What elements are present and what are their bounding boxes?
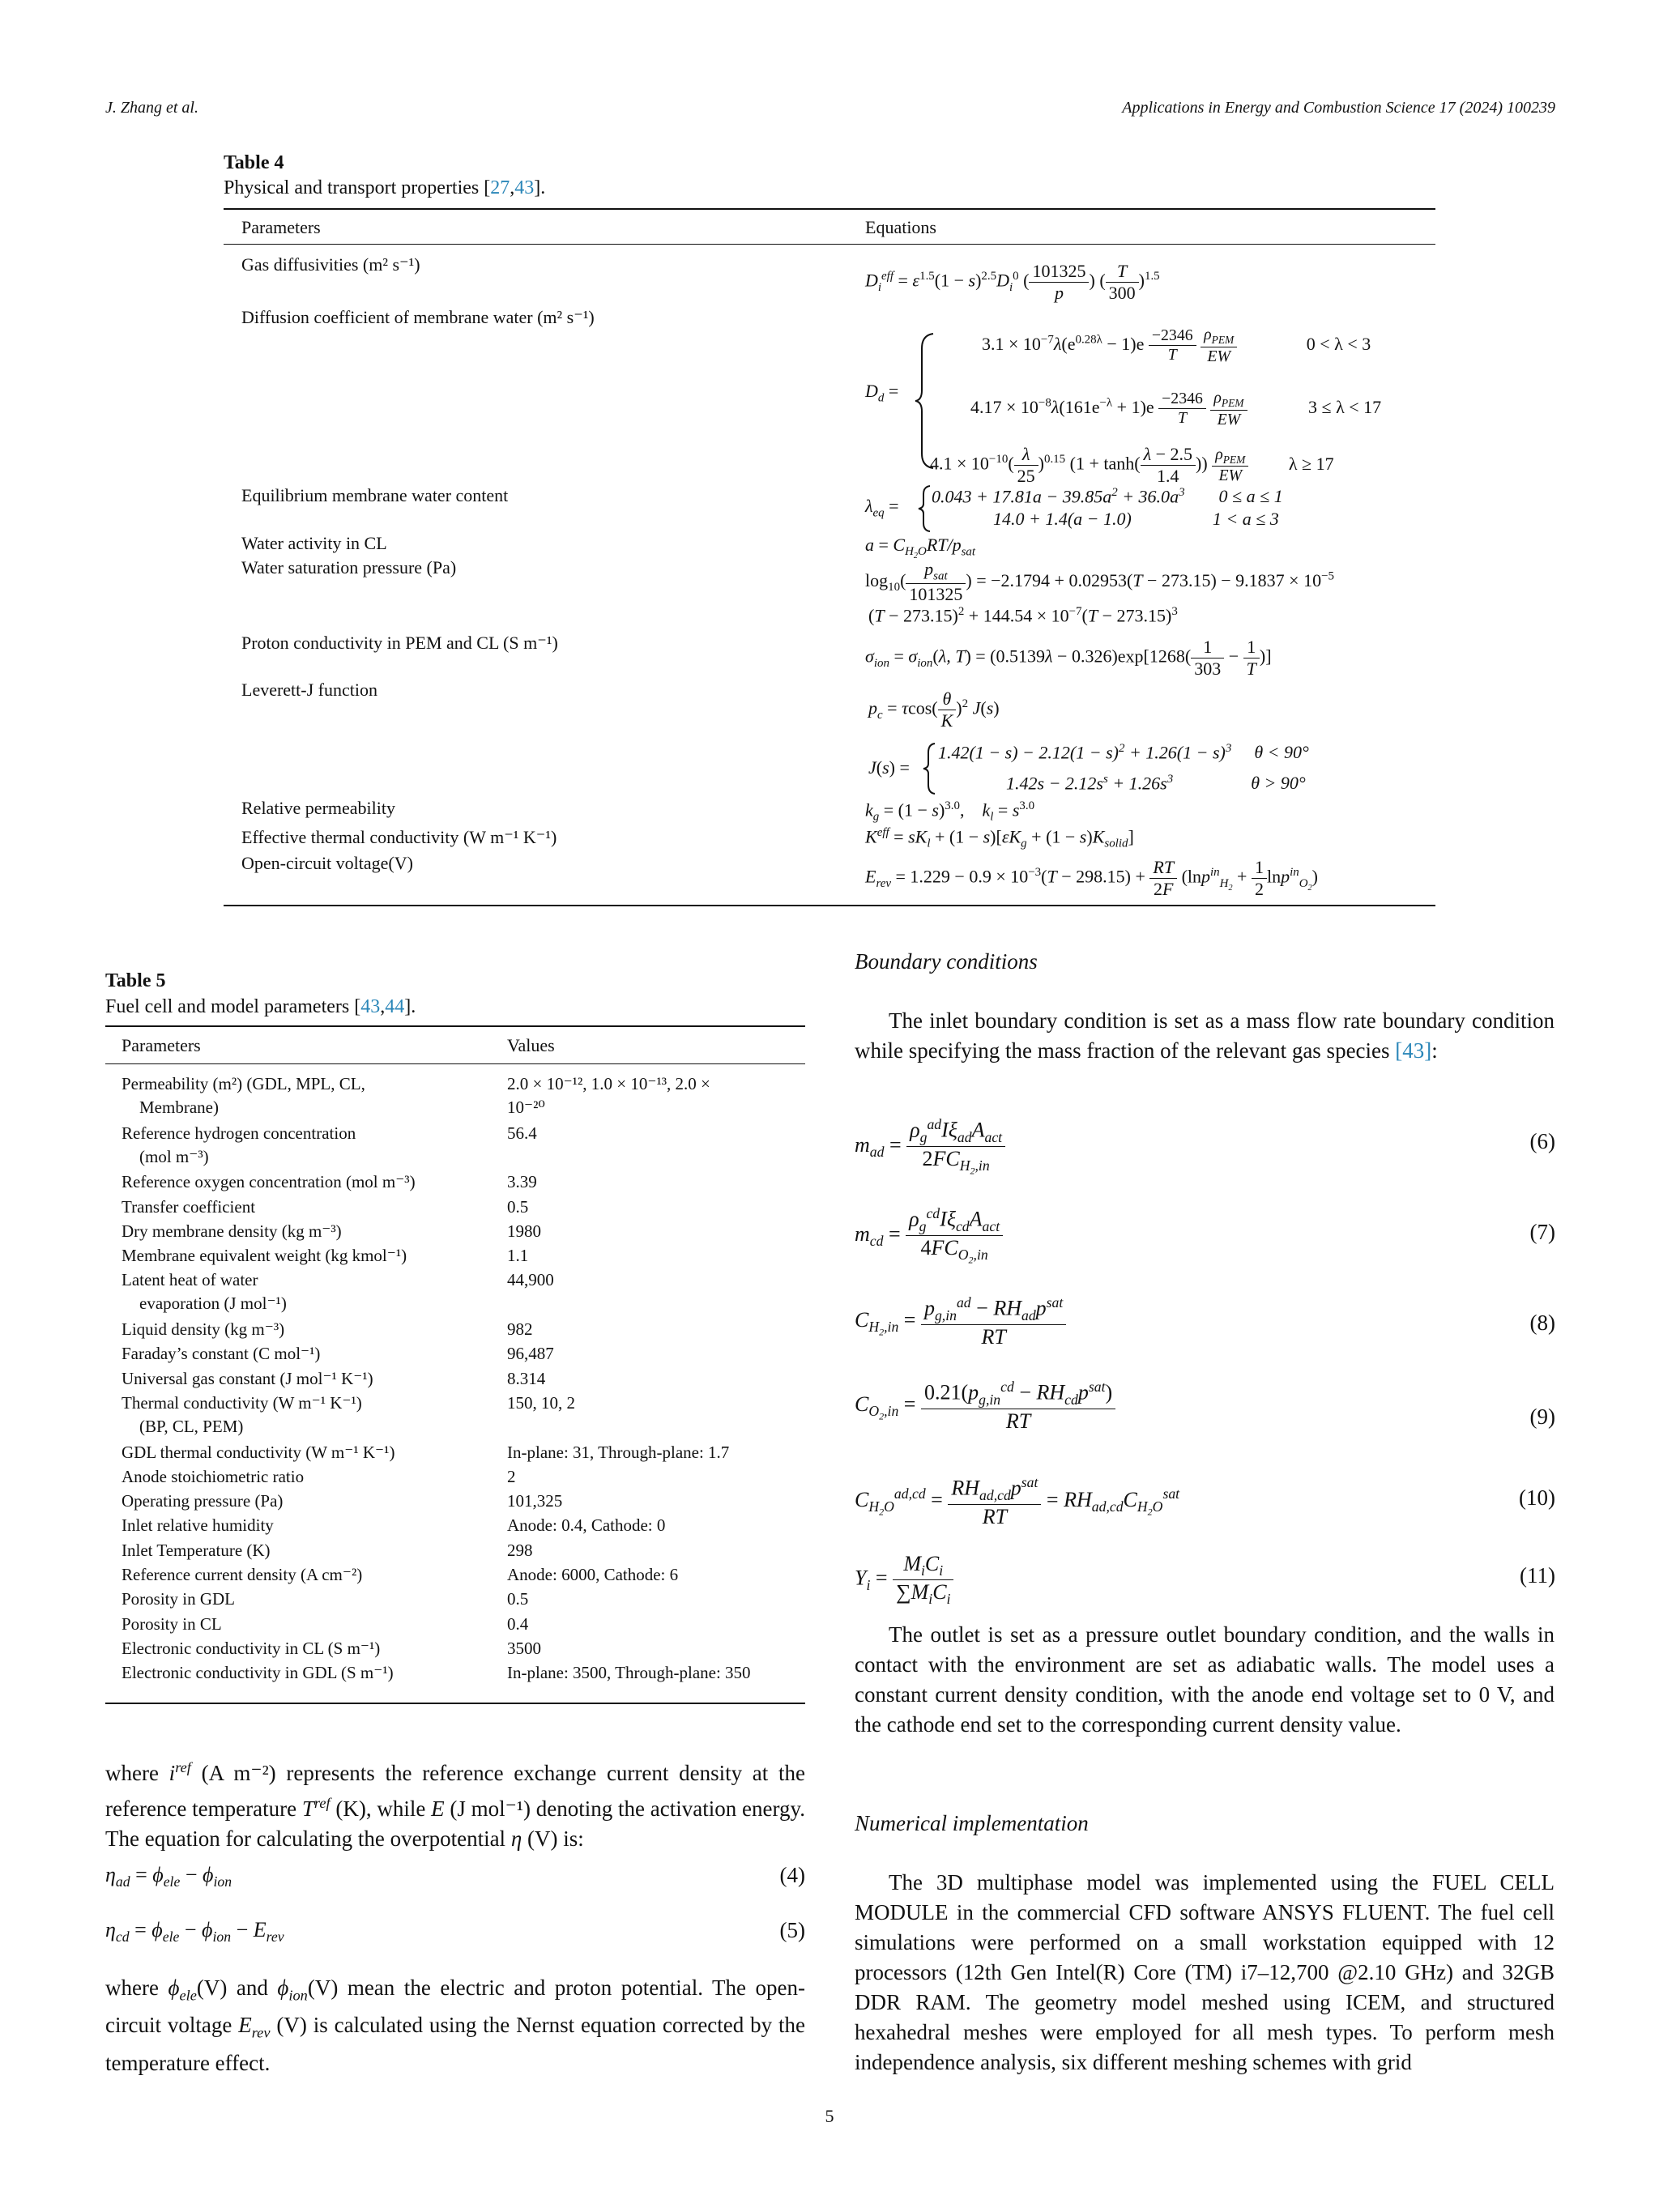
- equation-number: (6): [1529, 1129, 1555, 1153]
- table4-header-rule: [224, 244, 1435, 245]
- table5-param-text: Transfer coefficient: [122, 1196, 256, 1217]
- equation-7-cathode-mass-flow: $m_{cd}$ = $\frac{\rho_g^{cd}I\xi_{cd}A_{act}}{4FC_{O_2,in}}$: [855, 1205, 1003, 1267]
- table5-title: Table 5: [105, 970, 166, 991]
- table5-value-text: 298: [507, 1540, 533, 1560]
- table5-value-text-cont: 10⁻²⁰: [507, 1097, 545, 1117]
- table5-param-text: Faraday’s constant (C mol⁻¹): [122, 1344, 321, 1364]
- table5-param-text: Operating pressure (Pa): [122, 1491, 284, 1511]
- table5-value-text: 3.39: [507, 1172, 537, 1192]
- table5-value-cell: [507, 1072, 807, 1119]
- equation-10-water-concentration: $C_{H_2O}^{ad,cd}$ = $\frac{RH_{ad,cd}p^{sat}}{RT}$ = $RH_{ad,cd}C_{H_2O}^{sat}$: [855, 1474, 1180, 1528]
- equation-number: (8): [1529, 1311, 1555, 1335]
- table5-value-text: 44,900: [507, 1270, 554, 1290]
- equation-dd-case3: $4.1 \times 10^{-10}$( $\frac{\lambda}{25}$ )$^{0.15}$ (1 + tanh( $\frac{\lambda - 2.5}{1.4}$ )) $\frac{\rho_{PEM}}{EW}$ λ ≥ 17: [930, 444, 1334, 486]
- equation-capillary-pressure: $p_c = \tau\cos$( $\frac{\theta}{K}$ )$^2$ J(s): [868, 688, 1000, 731]
- equation-dd-case1: $3.1 \times 10^{-7}\lambda(e^{0.28\lambda} - 1)e$ $\frac{-2346}{T}$ $\frac{\rho_{PEM}}{EW}$ 0 < λ < 3: [982, 326, 1371, 365]
- table5-top-rule: [105, 1025, 805, 1027]
- equation-open-circuit-voltage: $E_{rev} = 1.229 - 0.9 \times 10^{-3}(T - 298.15)$ + $\frac{RT}{2F}$ (lnp$^{in}_{H_2}$ + $\frac{1}{2}$ lnp$^{in}_{O_2}$): [865, 857, 1318, 899]
- table5-param-text: Reference current density (A cm⁻²): [122, 1565, 363, 1584]
- table5-value-cell: [507, 1490, 807, 1513]
- table5-param-text: Inlet relative humidity: [122, 1515, 274, 1536]
- equation-number: (11): [1520, 1563, 1555, 1588]
- equation-lambda-eq-case1: $0.043 + 17.81a - 39.85a^2 + 36.0a^3$ 0 ≤ a ≤ 1: [932, 486, 1283, 507]
- equation-11-mass-fraction: $Y_i$ = $\frac{M_iC_i}{\sum M_iC_i}$: [855, 1552, 953, 1608]
- table4-param-thermal-conductivity: Effective thermal conductivity (W m⁻¹ K⁻¹): [241, 827, 557, 847]
- equation-dd-case2: $4.17 \times 10^{-8}\lambda(161e^{-\lambda} + 1)e$ $\frac{-2346}{T}$ $\frac{\rho_{PEM}}{EW}$ 3 ≤ λ < 17: [970, 389, 1382, 428]
- table5-value-text: In-plane: 3500, Through-plane: 350: [507, 1663, 751, 1683]
- page-number: 5: [825, 2106, 834, 2126]
- table5-value-cell: [507, 1268, 807, 1292]
- equation-leverett-j-case1: $1.42(1 - s) - 2.12(1 - s)^2 + 1.26(1 - s)^3$ θ < 90°: [938, 742, 1309, 763]
- table5-value-text: 2.0 × 10⁻¹², 1.0 × 10⁻¹³, 2.0 ×: [507, 1074, 710, 1093]
- table5-param-cell: [122, 1441, 494, 1464]
- table5-param-cell: [122, 1613, 494, 1636]
- table5-param-cell: [122, 1268, 494, 1315]
- table5-param-cell: [122, 1539, 494, 1562]
- table5-value-text: Anode: 6000, Cathode: 6: [507, 1565, 679, 1584]
- table5-param-cell: [122, 1072, 494, 1119]
- table4-param-relative-permeability: Relative permeability: [241, 798, 395, 818]
- table5-value-cell: [507, 1441, 807, 1464]
- equation-saturation-pressure-line1: $\log_{10}$( $\frac{p_{sat}}{101325}$ ) = $-2.1794 + 0.02953(T - 273.15) - 9.1837 \times 10^{-5}$: [865, 559, 1335, 605]
- table5-caption: Fuel cell and model parameters [43,44].: [105, 996, 416, 1017]
- table5-param-cell: [122, 1490, 494, 1513]
- piecewise-brace: [922, 742, 938, 795]
- table5-value-cell: [507, 1122, 807, 1145]
- piecewise-brace: [917, 484, 933, 533]
- table5-value-text: 0.5: [507, 1196, 529, 1217]
- equation-5-cathode-overpotential: $\eta_{cd} = \phi_{ele} - \phi_{ion} - E_{rev}$: [105, 1918, 284, 1946]
- table5-value-cell: [507, 1539, 807, 1562]
- table5-value-text: 1980: [507, 1221, 541, 1241]
- table4-param-equilibrium-water-content: Equilibrium membrane water content: [241, 485, 509, 505]
- table5-param-cell: [122, 1122, 494, 1169]
- table5-value-text: 8.314: [507, 1368, 546, 1388]
- table5-param-text: GDL thermal conductivity (W m⁻¹ K⁻¹): [122, 1442, 395, 1462]
- table5-col-values: Values: [507, 1035, 555, 1055]
- table4-bottom-rule: [224, 905, 1435, 906]
- equation-lambda-eq-symbol: $\lambda_{eq}$ =: [865, 496, 899, 520]
- table5-param-text: Thermal conductivity (W m⁻¹ K⁻¹): [122, 1392, 362, 1413]
- paragraph-numerical-implementation: The 3D multiphase model was implemented using the FUEL CELL MODULE in the commercial CFD software ANSYS FLUENT. The fuel cell simulations were performed on a small workstation equipped with 12 processors (12th Gen Intel(R) Core (TM) i7–12,700 @2.10 GHz) and 32GB DDR RAM. The geometry model meshed using ICEM, and structured hexahedral meshes were employed for all mesh types. To perform mesh independence analysis, six different meshing schemes with grid: [855, 1870, 1555, 2074]
- table5-param-text: Inlet Temperature (K): [122, 1540, 271, 1560]
- paragraph-boundary-conditions: The inlet boundary condition is set as a mass flow rate boundary condition while specifying the mass fraction of the relevant gas species [43]:: [855, 1008, 1555, 1063]
- table5-param-cell: [122, 1244, 494, 1268]
- paragraph-potentials: where $\phi_{ele}(V)$ and $\phi_{ion}(V)$ mean the electric and proton potential. The open-circuit voltage $E_{rev}$ (V) is calculated using the Nernst equation corrected by the temperature effect.: [105, 1975, 806, 2075]
- equation-relative-permeability: $k_g = (1 - s)^{3.0}$, $k_l = s^{3.0}$: [865, 799, 1035, 824]
- table5-param-cell: [122, 1588, 494, 1611]
- table4-param-gas-diffusivities: Gas diffusivities (m² s⁻¹): [241, 254, 420, 275]
- equation-8-hydrogen-concentration: $C_{H_2,in}$ = $\frac{p_{g,in}^{ad} - RH_{ad}p^{sat}}{RT}$: [855, 1294, 1066, 1349]
- table5-param-text: Reference oxygen concentration (mol m⁻³): [122, 1172, 416, 1192]
- table5-param-text: Reference hydrogen concentration: [122, 1123, 356, 1143]
- table5-value-text: 56.4: [507, 1123, 537, 1143]
- equation-number: (10): [1519, 1485, 1555, 1510]
- table5-value-cell: [507, 1465, 807, 1489]
- table5-value-text: 1.1: [507, 1246, 529, 1266]
- table4-param-open-circuit-voltage: Open-circuit voltage(V): [241, 853, 413, 873]
- paragraph-reference-exchange: where $i^{ref}$ (A m⁻²) represents the reference exchange current density at the reference temperature $T^{ref}$ (K), while E (J mol⁻¹) denoting the activation energy. The equation for calculating the overpotential η (V) is:: [105, 1759, 805, 1851]
- equation-9-oxygen-concentration: $C_{O_2,in}$ = $\frac{0.21(p_{g,in}^{cd} - RH_{cd}p^{sat})}{RT}$: [855, 1379, 1115, 1434]
- table5-value-cell: [507, 1563, 807, 1587]
- table5-param-text: Dry membrane density (kg m⁻³): [122, 1221, 342, 1241]
- paragraph-outlet-conditions: The outlet is set as a pressure outlet boundary condition, and the walls in contact with the environment are set as adiabatic walls. The model uses a constant current density condition, with the anode end voltage set to 0 V, and the cathode end set to the corresponding current density value.: [855, 1622, 1555, 1737]
- table4-top-rule: [224, 208, 1435, 210]
- equation-number: (4): [779, 1863, 805, 1887]
- table5-param-cell: [122, 1661, 494, 1685]
- table5-value-cell: [507, 1342, 807, 1366]
- table5-value-cell: [507, 1637, 807, 1660]
- equation-leverett-j-case2: $1.42s - 2.12s^s + 1.26s^3$ θ > 90°: [1006, 773, 1306, 794]
- equation-lambda-eq-case2: 14.0 + 1.4(a − 1.0) 1 < a ≤ 3: [993, 509, 1279, 529]
- equation-dd-symbol: $D_d$ =: [865, 381, 899, 405]
- table4-param-proton-conductivity: Proton conductivity in PEM and CL (S m⁻¹): [241, 633, 558, 653]
- table5-col-parameters: Parameters: [122, 1035, 201, 1055]
- table5-param-cell: [122, 1170, 494, 1194]
- running-header-journal: Applications in Energy and Combustion Science 17 (2024) 100239: [1122, 99, 1555, 117]
- table5-param-text: Liquid density (kg m⁻³): [122, 1319, 285, 1339]
- table5-value-cell: [507, 1514, 807, 1537]
- table5-value-text: In-plane: 31, Through-plane: 1.7: [507, 1442, 730, 1462]
- table5-param-cell: [122, 1342, 494, 1366]
- table4-param-leverett-j: Leverett-J function: [241, 680, 377, 700]
- equation-number: (7): [1529, 1220, 1555, 1244]
- table5-param-cell: [122, 1196, 494, 1219]
- equation-leverett-j-symbol: J(s) =: [868, 757, 910, 778]
- table5-param-cell: [122, 1514, 494, 1537]
- table5-param-cell: [122, 1367, 494, 1391]
- table5-value-text: 0.5: [507, 1589, 529, 1609]
- table4-title: Table 4: [224, 152, 284, 173]
- table5-param-text: Anode stoichiometric ratio: [122, 1466, 305, 1486]
- table5-value-text: 2: [507, 1466, 516, 1486]
- table5-param-text: Permeability (m²) (GDL, MPL, CL,: [122, 1074, 365, 1093]
- table5-value-cell: [507, 1661, 807, 1685]
- table5-value-cell: [507, 1318, 807, 1341]
- table5-param-text: Electronic conductivity in CL (S m⁻¹): [122, 1638, 381, 1658]
- table4-param-membrane-water-diffusion: Diffusion coefficient of membrane water (m² s⁻¹): [241, 307, 595, 327]
- table5-value-text: 96,487: [507, 1344, 554, 1364]
- table5-value-text: 101,325: [507, 1491, 563, 1511]
- equation-4-anode-overpotential: $\eta_{ad} = \phi_{ele} - \phi_{ion}$: [105, 1863, 232, 1890]
- table5-value-cell: [507, 1392, 807, 1415]
- citation-link[interactable]: [43]: [1395, 1038, 1432, 1063]
- equation-number: (9): [1529, 1404, 1555, 1429]
- table5-value-cell: [507, 1244, 807, 1268]
- table5-param-text: Porosity in GDL: [122, 1589, 236, 1609]
- table4-param-water-activity: Water activity in CL: [241, 533, 387, 553]
- section-heading-boundary-conditions: Boundary conditions: [855, 949, 1038, 974]
- equation-6-anode-mass-flow: $m_{ad}$ = $\frac{\rho_g^{ad}I\xi_{ad}A_{act}}{2FC_{H_2,in}}$: [855, 1116, 1005, 1178]
- table5-param-text-cont: (mol m⁻³): [139, 1146, 209, 1166]
- table4-col-parameters: Parameters: [241, 217, 321, 237]
- table4-ref-link[interactable]: 27: [490, 177, 510, 198]
- table5-value-cell: [507, 1170, 807, 1194]
- table5-value-cell: [507, 1367, 807, 1391]
- table5-value-text: 150, 10, 2: [507, 1392, 575, 1413]
- table4-caption: Physical and transport properties [27,43].: [224, 177, 546, 198]
- table5-param-cell: [122, 1220, 494, 1243]
- table5-param-text-cont: evaporation (J mol⁻¹): [139, 1294, 287, 1314]
- table5-param-cell: [122, 1318, 494, 1341]
- section-heading-numerical-implementation: Numerical implementation: [855, 1811, 1089, 1835]
- table5-param-text: Electronic conductivity in GDL (S m⁻¹): [122, 1663, 394, 1683]
- table5-value-cell: [507, 1613, 807, 1636]
- equation-gas-diffusivity: $D_i^{eff} = \varepsilon^{1.5}(1 - s)^{2.5}D_i^0$ ( $\frac{101325}{p}$ ) ( $\frac{T}{300}$ )$^{1.5}$: [865, 261, 1160, 303]
- table5-param-cell: [122, 1563, 494, 1587]
- equation-number: (5): [779, 1918, 805, 1942]
- table5-param-text: Porosity in CL: [122, 1613, 222, 1634]
- table5-ref-link[interactable]: 44: [385, 996, 405, 1017]
- table5-value-text: Anode: 0.4, Cathode: 0: [507, 1515, 666, 1536]
- table5-param-cell: [122, 1465, 494, 1489]
- table5-param-cell: [122, 1637, 494, 1660]
- table5-value-cell: [507, 1196, 807, 1219]
- equation-water-activity: $a = C_{H_2O}RT/p_{sat}$: [865, 535, 976, 561]
- table5-param-text: Universal gas constant (J mol⁻¹ K⁻¹): [122, 1368, 373, 1388]
- table4-col-equations: Equations: [865, 217, 936, 237]
- table5-param-text-cont: Membrane): [139, 1097, 219, 1117]
- table5-param-text-cont: (BP, CL, PEM): [139, 1416, 244, 1436]
- table5-value-text: 3500: [507, 1638, 541, 1658]
- equation-saturation-pressure-line2: $(T - 273.15)^2 + 144.54 \times 10^{-7}(T - 273.15)^3$: [868, 605, 1178, 626]
- table5-value-cell: [507, 1588, 807, 1611]
- table5-header-rule: [105, 1063, 805, 1064]
- table5-param-text: Latent heat of water: [122, 1270, 258, 1290]
- equation-thermal-conductivity: $K^{eff} = sK_l + (1 - s)[\varepsilon K_g + (1 - s)K_{solid}]$: [865, 826, 1134, 850]
- table5-param-cell: [122, 1392, 494, 1438]
- table5-value-text: 0.4: [507, 1613, 529, 1634]
- table4-ref-link[interactable]: 43: [514, 177, 535, 198]
- table5-value-text: 982: [507, 1319, 533, 1339]
- running-header-authors: J. Zhang et al.: [105, 99, 198, 117]
- table5-bottom-rule: [105, 1703, 805, 1704]
- equation-proton-conductivity: $\sigma_{ion} = \sigma_{ion}(\lambda$, T) = (0.5139λ − 0.326)exp[1268( $\frac{1}{303}$ − $\frac{1}{T}$ )]: [865, 637, 1272, 679]
- table5-ref-link[interactable]: 43: [360, 996, 381, 1017]
- table5-value-cell: [507, 1220, 807, 1243]
- table5-param-text: Membrane equivalent weight (kg kmol⁻¹): [122, 1246, 407, 1266]
- table4-param-saturation-pressure: Water saturation pressure (Pa): [241, 557, 457, 578]
